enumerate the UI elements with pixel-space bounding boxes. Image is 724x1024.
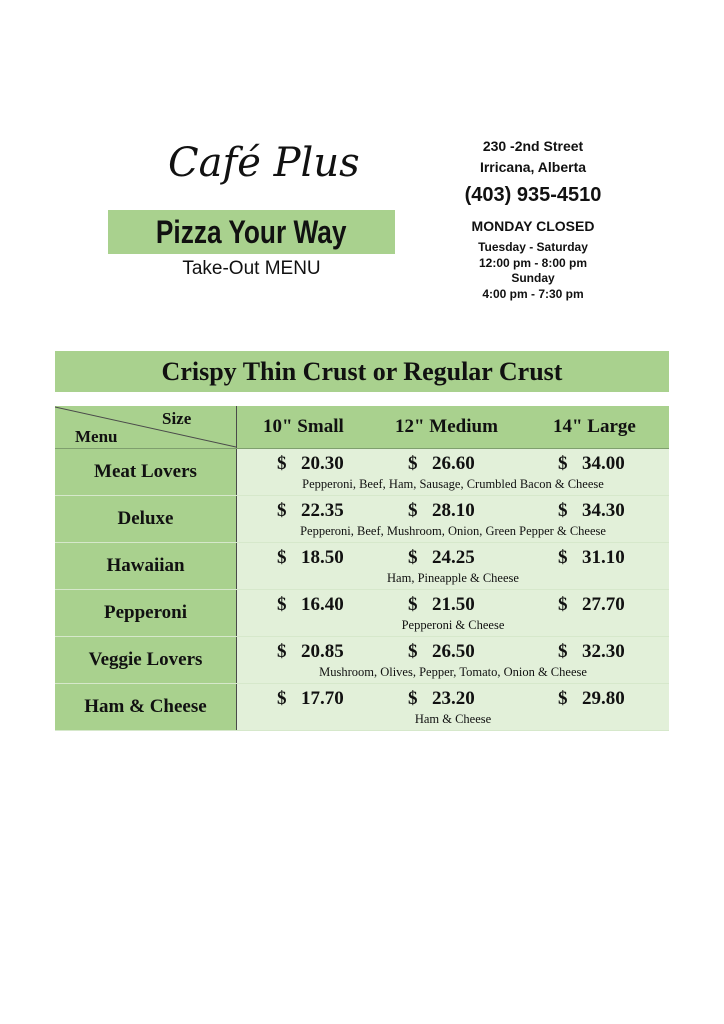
table-row [55, 496, 669, 543]
price [558, 641, 625, 663]
table-row [55, 543, 669, 590]
tagline: Pizza Your Way [156, 213, 347, 250]
currency-symbol: $ [558, 547, 568, 568]
toppings-description: Ham & Cheese [414, 712, 492, 726]
menu-subtitle: Take-Out MENU [182, 258, 321, 279]
price-value: 22.35 [301, 500, 344, 521]
table-row [55, 590, 669, 637]
hours-line: Tuesday - Saturday [478, 240, 588, 254]
currency-symbol: $ [558, 500, 568, 521]
toppings-description: Pepperoni, Beef, Mushroom, Onion, Green Pepper & Cheese [300, 524, 606, 538]
price-cell-group [237, 496, 669, 542]
menu-label: Menu [75, 427, 118, 446]
price [558, 594, 625, 616]
table-header [55, 406, 669, 449]
crust-title: Crispy Thin Crust or Regular Crust [55, 351, 669, 392]
price-value: 34.30 [582, 500, 625, 521]
price-value: 34.00 [582, 453, 625, 474]
menu-table [55, 406, 669, 730]
currency-symbol: $ [277, 688, 287, 709]
currency-symbol: $ [558, 453, 568, 474]
hours-line: 12:00 pm - 8:00 pm [478, 255, 588, 270]
hours-list [440, 240, 626, 302]
price-cell-group [237, 637, 669, 683]
pizza-name: Meat Lovers [55, 449, 237, 495]
price-value: 32.30 [582, 641, 625, 662]
price-value: 27.70 [582, 594, 625, 615]
hours-line: 4:00 pm - 7:30 pm [482, 286, 584, 301]
brand-logo: Café Plus [168, 140, 360, 186]
currency-symbol: $ [408, 594, 418, 615]
currency-symbol: $ [408, 453, 418, 474]
price-value: 23.20 [432, 688, 475, 709]
column-header-large: 14" Large [553, 416, 636, 437]
price-value: 31.10 [582, 547, 625, 568]
address-line2: Irricana, Alberta [479, 159, 587, 175]
phone-number: (403) 935-4510 [464, 184, 602, 206]
price [408, 594, 475, 616]
table-row [55, 637, 669, 684]
pizza-name: Deluxe [55, 496, 237, 542]
toppings-description: Pepperoni & Cheese [401, 618, 505, 632]
address-line1: 230 -2nd Street [482, 138, 584, 154]
currency-symbol: $ [408, 547, 418, 568]
contact-info [440, 136, 626, 302]
toppings-description: Mushroom, Olives, Pepper, Tomato, Onion & Cheese [319, 665, 587, 679]
currency-symbol: $ [558, 641, 568, 662]
price-value: 20.30 [301, 453, 344, 474]
price-value: 24.25 [432, 547, 475, 568]
toppings-description: Ham, Pineapple & Cheese [387, 571, 519, 585]
price [277, 688, 344, 710]
price [277, 500, 344, 522]
table-row [55, 684, 669, 731]
price [408, 500, 475, 522]
currency-symbol: $ [277, 453, 287, 474]
size-label: Size [162, 409, 192, 428]
price-value: 18.50 [301, 547, 344, 568]
currency-symbol: $ [408, 500, 418, 521]
price-cell-group [237, 684, 669, 730]
price [277, 641, 344, 663]
price [277, 453, 344, 475]
column-header-medium: 12" Medium [395, 416, 498, 437]
price [277, 547, 344, 569]
price-cell-group [237, 590, 669, 636]
pizza-name: Ham & Cheese [55, 684, 237, 730]
price [558, 453, 625, 475]
tagline-banner [108, 210, 395, 254]
currency-symbol: $ [277, 500, 287, 521]
currency-symbol: $ [277, 594, 287, 615]
pizza-name: Pepperoni [55, 590, 237, 636]
price-cell-group [237, 449, 669, 495]
currency-symbol: $ [558, 688, 568, 709]
price-value: 26.60 [432, 453, 475, 474]
price-value: 17.70 [301, 688, 344, 709]
currency-symbol: $ [408, 688, 418, 709]
closed-notice: MONDAY CLOSED [471, 218, 595, 234]
currency-symbol: $ [558, 594, 568, 615]
price-value: 29.80 [582, 688, 625, 709]
price [558, 547, 625, 569]
price-cell-group [237, 543, 669, 589]
price [408, 547, 475, 569]
price [277, 594, 344, 616]
price-value: 16.40 [301, 594, 344, 615]
price [408, 688, 475, 710]
currency-symbol: $ [408, 641, 418, 662]
price-value: 20.85 [301, 641, 344, 662]
column-header-small: 10" Small [263, 416, 344, 437]
price [558, 500, 625, 522]
pizza-name: Veggie Lovers [55, 637, 237, 683]
price [558, 688, 625, 710]
price-value: 26.50 [432, 641, 475, 662]
table-row [55, 449, 669, 496]
currency-symbol: $ [277, 641, 287, 662]
hours-line: Sunday [511, 271, 555, 285]
price-value: 28.10 [432, 500, 475, 521]
price [408, 453, 475, 475]
price-value: 21.50 [432, 594, 475, 615]
currency-symbol: $ [277, 547, 287, 568]
pizza-name: Hawaiian [55, 543, 237, 589]
toppings-description: Pepperoni, Beef, Ham, Sausage, Crumbled Bacon & Cheese [302, 477, 604, 491]
table-corner [55, 406, 237, 448]
price [408, 641, 475, 663]
